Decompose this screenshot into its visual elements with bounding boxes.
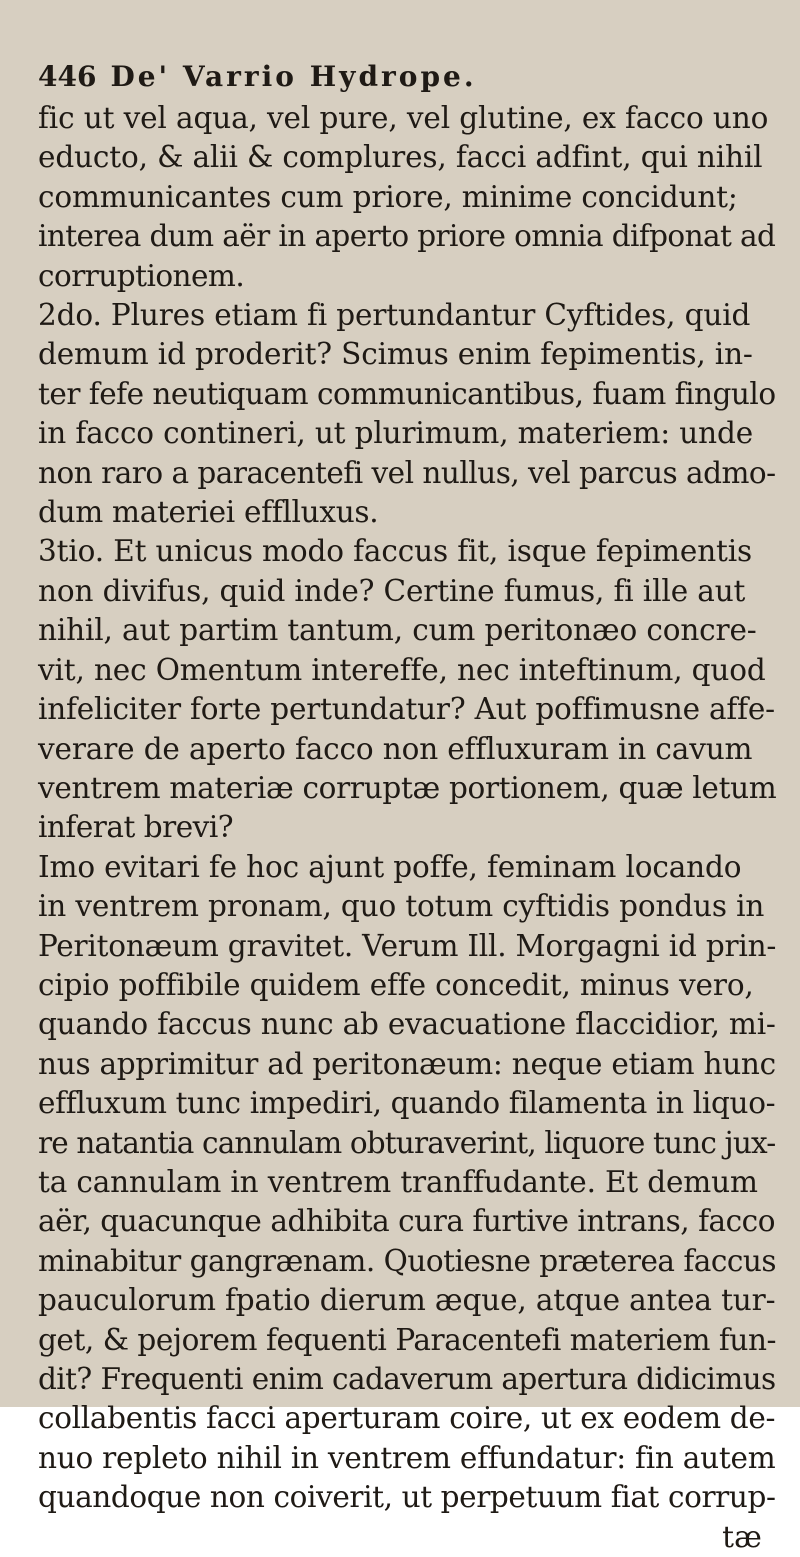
text-line: minabitur gangrænam. Quotiesne præterea faccus xyxy=(38,1243,777,1278)
text-line: verare de aperto facco non effluxuram in cavum xyxy=(38,731,753,766)
running-title: De' Varrio Hydrope. xyxy=(110,60,477,93)
text-line: aër, quacunque adhibita cura furtive intrans, facco xyxy=(38,1204,776,1239)
text-line: inferat brevi? xyxy=(38,810,234,845)
text-line: communicantes cum priore, minime concidunt; xyxy=(38,179,738,214)
text-line: nihil, aut partim tantum, cum peritonæo concre- xyxy=(38,613,757,648)
text-line: educto, & alii & complures, facci adfint, qui nihil xyxy=(38,140,763,175)
text-line: ventrem materiæ corruptæ portionem, quæ letum xyxy=(38,770,777,805)
text-line: ter fefe neutiquam communicantibus, fuam fingulo xyxy=(38,376,776,411)
text-line: nus apprimitur ad peritonæum: neque etiam hunc xyxy=(38,1046,776,1081)
page-number: 446 xyxy=(38,60,97,93)
text-line: ta cannulam in ventrem tranffudante. Et demum xyxy=(38,1164,758,1199)
text-line: cipio poffibile quidem effe concedit, minus vero, xyxy=(38,967,754,1002)
text-line: vit, nec Omentum intereffe, nec inteftinum, quod xyxy=(38,652,766,687)
text-line: get, & pejorem fequenti Paracentefi materiem fun- xyxy=(38,1322,777,1357)
text-line: pauculorum fpatio dierum æque, atque antea tur- xyxy=(38,1283,776,1318)
catchword: tæ xyxy=(722,1519,762,1554)
text-line: non divifus, quid inde? Certine fumus, fi ille aut xyxy=(38,573,746,608)
text-line: Imo evitari fe hoc ajunt poffe, feminam locando xyxy=(38,849,742,884)
text-line: demum id proderit? Scimus enim fepimentis, in- xyxy=(38,337,753,372)
text-line: nuo repleto nihil in ventrem effundatur: fin autem xyxy=(38,1440,776,1475)
page-text xyxy=(38,55,790,1557)
text-line: 3tio. Et unicus modo faccus fit, isque fepimentis xyxy=(38,534,753,569)
text-line: corruptionem. xyxy=(38,258,245,293)
text-line: effluxum tunc impediri, quando filamenta in liquo- xyxy=(38,1086,776,1121)
text-line: collabentis facci aperturam coire, ut ex eodem de- xyxy=(38,1401,776,1436)
text-line: 2do. Plures etiam fi pertundantur Cyftides, quid xyxy=(38,298,751,333)
text-lines xyxy=(38,99,790,1518)
text-line: quando faccus nunc ab evacuatione flaccidior, mi- xyxy=(38,1007,776,1042)
text-line: interea dum aër in aperto priore omnia difponat ad xyxy=(38,219,776,254)
running-header xyxy=(38,55,790,99)
text-line: fic ut vel aqua, vel pure, vel glutine, ex facco uno xyxy=(38,101,769,135)
text-line: Peritonæum gravitet. Verum Ill. Morgagni id prin- xyxy=(38,928,777,963)
text-line: quandoque non coiverit, ut perpetuum fiat corrup- xyxy=(38,1480,776,1515)
text-line: re natantia cannulam obturaverint, liquore tunc jux- xyxy=(38,1125,776,1160)
text-line: dum materiei efflluxus. xyxy=(38,495,379,530)
text-line: infeliciter forte pertundatur? Aut poffimusne affe- xyxy=(38,692,775,727)
text-line: in ventrem pronam, quo totum cyftidis pondus in xyxy=(38,889,765,924)
text-line: dit? Frequenti enim cadaverum apertura didicimus xyxy=(38,1362,776,1396)
text-line: non raro a paracentefi vel nullus, vel parcus admo- xyxy=(38,455,776,490)
text-line: in facco contineri, ut plurimum, materiem: unde xyxy=(38,416,754,451)
